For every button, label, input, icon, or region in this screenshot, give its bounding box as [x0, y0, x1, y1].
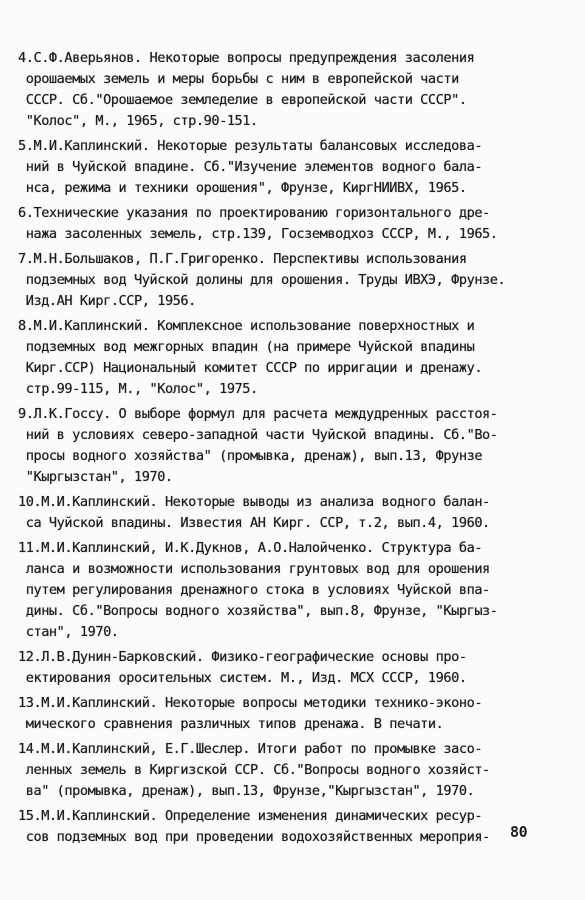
reference-line: стан", 1970.: [18, 624, 119, 640]
reference-line: 4.С.Ф.Аверьянов. Некоторые вопросы предупреждения засоления: [18, 50, 475, 66]
reference-list: [18, 48, 563, 852]
reference-line: 13.М.И.Каплинский. Некоторые вопросы методики технико-эконо-: [18, 695, 483, 711]
reference-line: 5.М.И.Каплинский. Некоторые результаты балансовых исследова-: [18, 138, 483, 154]
reference-line: ленных земель в Киргизской ССР. Сб."Вопросы водного хозяйст-: [18, 762, 490, 778]
reference-line: 10.М.И.Каплинский. Некоторые выводы из анализа водного балан-: [18, 494, 490, 510]
reference-line: мического сравнения различных типов дренажа. В печати.: [18, 716, 444, 732]
reference-item: [18, 806, 563, 848]
reference-line: просы водного хозяйства" (промывка, дренаж), вып.13, Фрунзе: [18, 448, 483, 464]
reference-line: сов подземных вод при проведении водохозяйственных мероприя-: [18, 829, 490, 845]
reference-line: 15.М.И.Каплинский. Определение изменения динамических ресур-: [18, 808, 483, 824]
page-number: 80: [510, 823, 528, 841]
reference-line: 14.М.И.Каплинский, Е.Г.Шеслер. Итоги работ по промывке засо-: [18, 741, 483, 757]
reference-line: Кирг.ССР) Национальный комитет СССР по ирригации и дренажу.: [18, 360, 483, 376]
reference-line: са Чуйской впадины. Известия АН Кирг. ССР, т.2, вып.4, 1960.: [18, 515, 490, 531]
reference-item: [18, 48, 563, 132]
reference-item: [18, 203, 563, 245]
reference-line: "Колос", М., 1965, стр.90-151.: [18, 113, 258, 129]
reference-line: подземных вод межгорных впадин (на примере Чуйской впадины: [18, 339, 475, 355]
reference-line: ний в Чуйской впадине. Сб."Изучение элементов водного бала-: [18, 159, 483, 175]
reference-item: [18, 538, 563, 643]
reference-line: нса, режима и техники орошения", Фрунзе, КиргНИИВХ, 1965.: [18, 180, 467, 196]
reference-line: Изд.АН Кирг.ССР, 1956.: [18, 293, 196, 309]
reference-line: ва" (промывка, дренаж), вып.13, Фрунзе,"Кыргызстан", 1970.: [18, 783, 475, 799]
reference-line: дины. Сб."Вопросы водного хозяйства", вып.8, Фрунзе, "Кыргыз-: [18, 603, 498, 619]
reference-line: 6.Технические указания по проектированию горизонтального дре-: [18, 205, 490, 221]
reference-item: [18, 136, 563, 199]
reference-item: [18, 492, 563, 534]
reference-line: орошаемых земель и меры борьбы с ним в европейской части: [18, 71, 459, 87]
reference-line: 11.М.И.Каплинский, И.К.Дукнов, А.О.Налойченко. Структура ба-: [18, 540, 483, 556]
reference-line: 9.Л.К.Госсу. О выборе формул для расчета междудренных расстоя-: [18, 406, 498, 422]
reference-item: [18, 249, 563, 312]
reference-line: ланса и возможности использования грунтовых вод для орошения: [18, 561, 490, 577]
reference-line: стр.99-115, М., "Колос", 1975.: [18, 381, 258, 397]
reference-line: 8.М.И.Каплинский. Комплексное использование поверхностных и: [18, 318, 475, 334]
reference-line: подземных вод Чуйской долины для орошения. Труды ИВХЭ, Фрунзе.: [18, 272, 506, 288]
reference-line: "Кыргызстан", 1970.: [18, 469, 173, 485]
reference-item: [18, 739, 563, 802]
reference-line: ний в условиях северо-западной части Чуйской впадины. Сб."Во-: [18, 427, 498, 443]
reference-item: [18, 316, 563, 400]
reference-line: 7.М.Н.Большаков, П.Г.Григоренко. Перспективы использования: [18, 251, 467, 267]
reference-line: 12.Л.В.Дунин-Барковский. Физико-географические основы про-: [18, 649, 467, 665]
reference-item: [18, 404, 563, 488]
reference-line: ектирования оросительных систем. М., Изд. МСХ СССР, 1960.: [18, 670, 467, 686]
reference-line: нажа засоленных земель, стр.139, Госземводхоз СССР, М., 1965.: [18, 226, 498, 242]
reference-item: [18, 647, 563, 689]
reference-line: путем регулирования дренажного стока в условиях Чуйской впа-: [18, 582, 490, 598]
reference-item: [18, 693, 563, 735]
reference-line: СССР. Сб."Орошаемое земледелие в европейской части СССР".: [18, 92, 467, 108]
